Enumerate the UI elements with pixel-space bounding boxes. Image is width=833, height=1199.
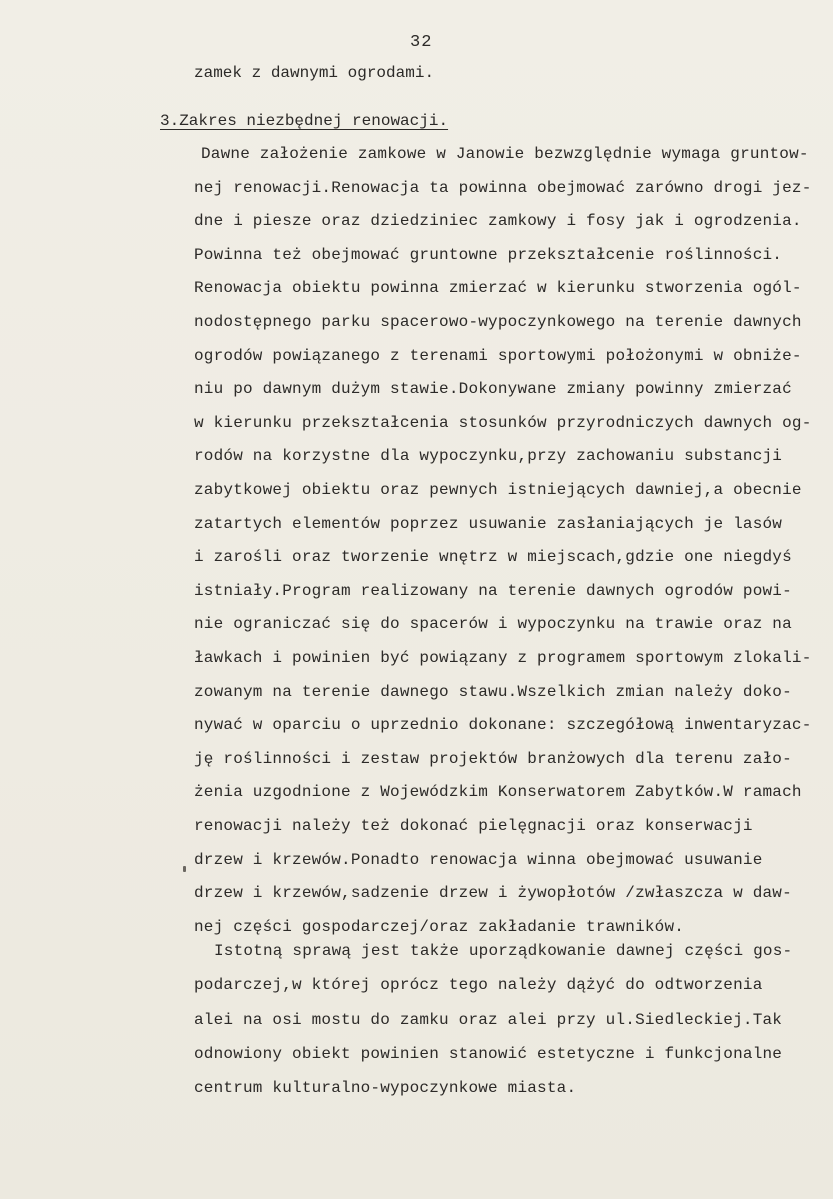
text-line: dne i piesze oraz dziedziniec zamkowy i fosy jak i ogrodzenia. [194,212,802,231]
page-number: 32 [410,33,433,52]
stray-ink-mark [183,866,186,872]
text-line: istniały.Program realizowany na terenie dawnych ogrodów powi- [194,581,792,600]
text-line: centrum kulturalno-wypoczynkowe miasta. [194,1079,577,1098]
text-line: zabytkowej obiektu oraz pewnych istniejących dawniej,a obecnie [194,481,802,499]
text-line: alei na osi mostu do zamku oraz alei przy ul.Siedleckiej.Tak [194,1010,783,1029]
text-line: nie ograniczać się do spacerów i wypoczynku na trawie oraz na [194,615,792,634]
text-line: ogrodów powiązanego z terenami sportowymi położonymi w obniże- [194,346,802,365]
text-line: renowacji należy też dokonać pielęgnacji oraz konserwacji [194,817,753,835]
text-line: zatartych elementów poprzez usuwanie zasłaniających je lasów [194,514,783,533]
text-line: podarczej,w której oprócz tego należy dążyć do odtworzenia [194,976,763,995]
text-line: żenia uzgodnione z Wojewódzkim Konserwatorem Zabytków.W ramach [194,783,802,802]
section-heading: 3.Zakres niezbędnej renowacji. [160,112,449,130]
text-line: niu po dawnym dużym stawie.Dokonywane zmiany powinny zmierzać [194,380,792,399]
text-line: rodów na korzystne dla wypoczynku,przy zachowaniu substancji [194,447,783,466]
text-line: nej renowacji.Renowacja ta powinna obejmować zarówno drogi jez- [194,178,812,197]
text-line: i zarośli oraz tworzenie wnętrz w miejscach,gdzie one niegdyś [194,548,792,567]
text-line: Dawne założenie zamkowe w Janowie bezwzględnie wymaga gruntow- [201,145,809,163]
text-line: nej części gospodarczej/oraz zakładanie trawników. [194,917,685,936]
text-line: Istotną sprawą jest także uporządkowanie dawnej części gos- [214,942,793,960]
text-line: odnowiony obiekt powinien stanowić estetyczne i funkcjonalne [194,1044,783,1063]
text-line: Renowacja obiektu powinna zmierzać w kierunku stworzenia ogól- [194,279,802,298]
text-line: zowanym na terenie dawnego stawu.Wszelkich zmian należy doko- [194,682,792,701]
text-line: nodostępnego parku spacerowo-wypoczynkowego na terenie dawnych [194,313,802,331]
text-line: w kierunku przekształcenia stosunków przyrodniczych dawnych og- [194,413,812,432]
intro-line: zamek z dawnymi ogrodami. [194,64,435,82]
text-line: ję roślinności i zestaw projektów branżowych dla terenu zało- [194,749,792,768]
text-line: nywać w oparciu o uprzednio dokonane: szczegółową inwentaryzac- [194,716,812,735]
text-line: ławkach i powinien być powiązany z programem sportowym zlokali- [194,649,812,667]
text-line: drzew i krzewów.Ponadto renowacja winna obejmować usuwanie [194,850,763,869]
text-line: Powinna też obejmować gruntowne przekształcenie roślinności. [194,245,783,264]
text-line: drzew i krzewów,sadzenie drzew i żywopłotów /zwłaszcza w daw- [194,884,792,903]
